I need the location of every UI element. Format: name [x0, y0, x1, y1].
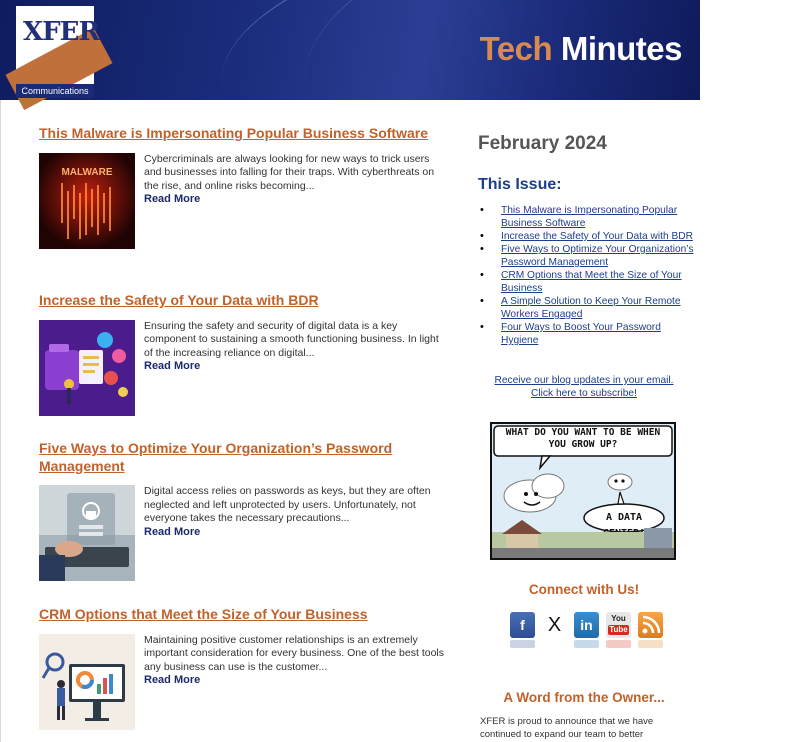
article-item	[39, 125, 444, 249]
comic-bubble-question: WHAT DO YOU WANT TO BE WHEN YOU GROW UP?	[505, 427, 661, 450]
toc-item[interactable]: • This Malware is Impersonating Popular Business Software	[480, 204, 700, 230]
comic-image	[492, 424, 674, 558]
this-issue-heading: This Issue:	[478, 176, 562, 193]
facebook-icon[interactable]: f	[510, 612, 535, 638]
owner-message: XFER is proud to announce that we have continued to expand our team to better	[480, 716, 654, 740]
bdr-image	[39, 320, 135, 416]
subscribe-text[interactable]: Receive our blog updates in your email.	[494, 375, 674, 386]
toc-item[interactable]: • Increase the Safety of Your Data with BDR	[480, 230, 700, 243]
rss-glyph	[638, 612, 663, 638]
newsletter-title-part2: Minutes	[560, 30, 682, 67]
article-title[interactable]: Five Ways to Optimize Your Organization’s Password Management	[39, 440, 393, 474]
facebook-reflection	[510, 640, 535, 648]
newsletter-title	[480, 30, 682, 68]
read-more-link[interactable]: Read More	[144, 525, 201, 538]
malware-thumbnail[interactable]	[39, 153, 135, 249]
issue-toc	[480, 204, 700, 347]
x-icon[interactable]: X	[542, 612, 567, 638]
connect-heading: Connect with Us!	[528, 582, 640, 597]
article-excerpt-text: Maintaining positive customer relationships is an extremely important consideration for every business. One of the best tools any business can use is the customer...	[144, 633, 444, 673]
toc-item[interactable]: • CRM Options that Meet the Size of Your Business	[480, 269, 700, 295]
article-excerpt	[144, 320, 444, 374]
sidebar	[468, 100, 700, 742]
article-item	[39, 292, 444, 416]
issue-month: February 2024	[478, 133, 607, 154]
toc-item[interactable]: • A Simple Solution to Keep Your Remote Workers Engaged	[480, 295, 700, 321]
comic-bubble-answer: A DATA	[605, 512, 643, 523]
article-title[interactable]: Increase the Safety of Your Data with BDR	[39, 292, 319, 308]
article-body	[39, 320, 444, 416]
article-excerpt-text: Digital access relies on passwords as keys, but they are often neglected and left unprotected by users. Unfortunately, not everyone takes the necessary precautions...	[144, 485, 431, 524]
company-logo[interactable]	[16, 6, 100, 96]
linkedin-reflection	[574, 640, 599, 648]
article-body	[39, 634, 444, 730]
article-excerpt-text: Ensuring the safety and security of digital data is a key component to sustaining a smooth functioning business. In light of the increasing reliance on digital...	[144, 319, 439, 359]
article-excerpt	[144, 634, 444, 688]
bdr-thumbnail[interactable]	[39, 320, 135, 416]
toc-item[interactable]: • Four Ways to Boost Your Password Hygiene	[480, 321, 700, 347]
newsletter-title-part1: Tech	[479, 30, 553, 67]
malware-image	[39, 153, 135, 249]
linkedin-icon[interactable]: in	[574, 612, 599, 638]
logo-mark	[19, 9, 100, 81]
subscribe-block	[468, 374, 700, 400]
social-icons	[510, 612, 670, 648]
rss-icon[interactable]	[638, 612, 663, 638]
password-image	[39, 485, 135, 581]
youtube-label-bottom: Tube	[609, 625, 628, 634]
articles-column	[0, 100, 455, 742]
article-item	[39, 606, 444, 730]
crm-thumbnail[interactable]	[39, 634, 135, 730]
owner-heading: A Word from the Owner...	[503, 690, 665, 705]
subscribe-link[interactable]: Click here to subscribe!	[531, 388, 637, 399]
data-center-comic[interactable]	[490, 422, 676, 560]
toc-item[interactable]: • Five Ways to Optimize Your Organization’s Password Management	[480, 243, 700, 269]
read-more-link[interactable]: Read More	[144, 674, 201, 686]
article-body	[39, 153, 444, 249]
malware-thumb-text: MALWARE	[61, 166, 113, 178]
article-title[interactable]: CRM Options that Meet the Size of Your Business	[39, 606, 368, 622]
article-excerpt-text: Cybercriminals are always looking for new ways to trick users and businesses into falling for their traps. With cyberthreats on the rise, and online risks becoming...	[144, 152, 435, 192]
youtube-label-top: You	[611, 614, 626, 623]
header-banner	[0, 0, 700, 100]
read-more-link[interactable]: Read More	[144, 360, 201, 372]
logo-word: XFER	[23, 17, 100, 47]
article-excerpt	[144, 485, 444, 539]
logo-subtitle: Communications	[16, 84, 94, 98]
youtube-icon[interactable]	[606, 612, 631, 638]
article-title[interactable]: This Malware is Impersonating Popular Business Software	[39, 125, 428, 141]
rss-reflection	[638, 640, 663, 648]
article-body	[39, 485, 444, 581]
youtube-reflection	[606, 640, 631, 648]
article-excerpt	[144, 153, 444, 207]
crm-image	[39, 634, 135, 730]
read-more-link[interactable]: Read More	[144, 193, 201, 205]
password-thumbnail[interactable]	[39, 485, 135, 581]
article-item	[39, 440, 444, 581]
